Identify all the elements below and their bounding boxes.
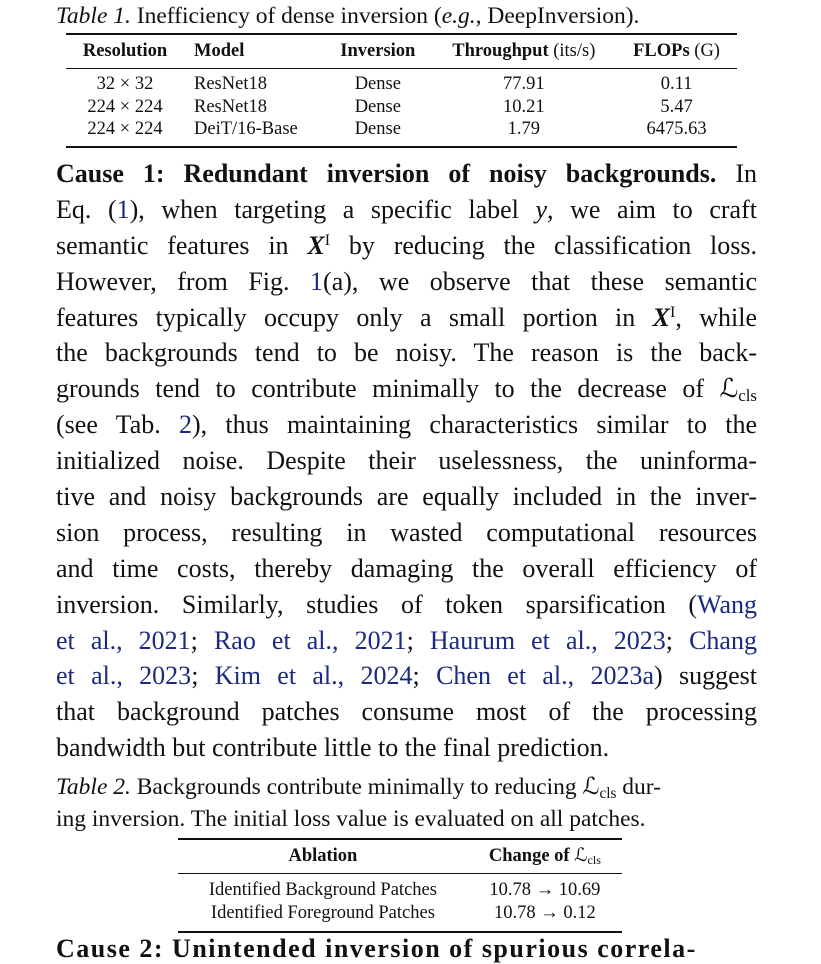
table-cell: 6475.63	[646, 119, 707, 139]
table2	[178, 838, 622, 933]
paragraph-heading: Cause 1: Redundant inversion of noisy backgrounds.	[56, 159, 717, 188]
math-matrix: X	[307, 230, 325, 260]
text-run: semantic features in	[56, 230, 308, 260]
caption-text: Inefficiency of dense inversion (	[130, 3, 442, 29]
text-line	[56, 587, 757, 623]
text-run: ;	[406, 625, 430, 655]
citation-link[interactable]: et al., 2021	[56, 625, 191, 655]
text-run: ), when targeting a specific label	[129, 194, 536, 224]
text-run: sion process, resulting in wasted computational resources	[56, 517, 757, 547]
table-row	[66, 118, 737, 147]
citation-link[interactable]: Haurum et al., 2023	[429, 625, 666, 655]
table-cell: Identified Foreground Patches	[210, 902, 435, 923]
text-run: (a), we observe that these semantic	[323, 266, 757, 296]
text-run: features typically occupy only a small portion in	[56, 302, 653, 332]
table-cell: 224 × 224	[87, 96, 163, 117]
table-header-row	[66, 34, 737, 69]
text-line	[56, 515, 757, 551]
col-ablation: Ablation	[288, 846, 358, 867]
math-superscript: I	[324, 231, 331, 249]
citation-link[interactable]: Wang	[697, 589, 757, 619]
text-run: ;	[191, 661, 215, 691]
text-line	[56, 156, 757, 192]
citation-link[interactable]: Chen et al., 2023a	[436, 661, 654, 691]
table2-caption-line2: ing inversion. The initial loss value is evaluated on all patches.	[56, 806, 646, 832]
text-run: and time costs, thereby damaging the overall efficiency of	[56, 553, 757, 583]
table-cell: Dense	[354, 96, 401, 117]
table-row	[66, 69, 737, 96]
text-line	[56, 479, 757, 515]
citation-link[interactable]: 1	[310, 266, 324, 296]
text-line	[56, 730, 757, 766]
loss-symbol: ℒ	[582, 774, 600, 800]
text-run: However, from Fig.	[56, 266, 311, 296]
loss-subscript: cls	[587, 853, 601, 868]
header-unit: (G)	[694, 41, 720, 62]
math-variable: y	[535, 194, 547, 224]
col-change	[468, 839, 622, 874]
cause2-heading: Cause 2: Unintended inversion of spurious correla-	[56, 934, 697, 963]
table-cell: DeiT/16-Base	[194, 119, 298, 139]
col-throughput	[432, 34, 617, 69]
citation-link[interactable]: 2	[178, 410, 192, 440]
header-text: Change of	[488, 846, 575, 867]
text-line	[56, 551, 757, 587]
table-row	[66, 96, 737, 119]
table-cell: 1.79	[507, 119, 541, 139]
header-unit: (its/s)	[553, 41, 596, 62]
header-text: Throughput	[452, 41, 549, 62]
caption-text: Backgrounds contribute minimally to reducing	[130, 774, 583, 800]
text-line	[56, 443, 757, 479]
caption-text: dur-	[616, 774, 661, 800]
col-flops	[616, 34, 737, 69]
table1	[66, 33, 737, 148]
text-run: that background patches consume most of the processing	[56, 697, 757, 727]
text-run: In	[716, 159, 757, 188]
table-cell: ResNet18	[194, 74, 267, 94]
citation-link[interactable]: Kim et al., 2024	[214, 661, 413, 691]
table-cell: 5.47	[660, 96, 693, 117]
table-cell: 10.78 → 0.12	[494, 902, 596, 923]
text-line	[56, 192, 757, 228]
text-line	[56, 264, 757, 300]
text-line	[56, 228, 757, 264]
text-run: ;	[665, 625, 690, 655]
text-line	[56, 371, 757, 407]
text-run: bandwidth but contribute little to the final prediction.	[56, 733, 610, 763]
table-cell: 224 × 224	[87, 119, 163, 139]
text-run: ;	[190, 625, 214, 655]
loss-subscript: cls	[599, 784, 617, 802]
math-superscript: I	[670, 303, 676, 321]
table-row	[178, 874, 622, 902]
table-header-row	[178, 839, 622, 874]
table-row	[178, 902, 622, 933]
citation-link[interactable]: et al., 2023	[56, 661, 192, 691]
col-resolution: Resolution	[82, 41, 168, 62]
table2-caption	[56, 771, 761, 803]
table-cell: 32 × 32	[96, 74, 154, 94]
text-run: (see Tab.	[56, 410, 179, 440]
text-run: ℒ	[719, 374, 739, 404]
header-text: FLOPs	[633, 41, 690, 62]
cause1-paragraph	[56, 156, 757, 766]
text-run: ) suggest	[654, 661, 757, 691]
citation-link[interactable]: Chang	[689, 625, 757, 655]
math-subscript: cls	[738, 386, 757, 406]
citation-link[interactable]: Rao et al., 2021	[213, 625, 407, 655]
caption-label: Table 2.	[56, 774, 131, 800]
text-run: Eq. (	[56, 194, 117, 224]
col-model: Model	[194, 41, 245, 62]
text-line	[56, 335, 757, 371]
text-line	[56, 407, 757, 443]
table-cell: 0.11	[660, 74, 693, 94]
caption-text: , DeepInversion).	[475, 3, 640, 29]
text-run: ;	[412, 661, 437, 691]
caption-label: Table 1.	[56, 3, 131, 29]
table-cell: Dense	[354, 119, 401, 139]
text-run: , we aim to craft	[547, 194, 757, 224]
table-cell: 77.91	[503, 74, 545, 94]
caption-text: e.g.	[441, 3, 476, 29]
col-inversion: Inversion	[340, 41, 416, 62]
text-run: grounds tend to contribute minimally to the decrease of	[56, 374, 720, 404]
loss-symbol: ℒ	[574, 846, 588, 867]
table-cell: 10.21	[503, 96, 545, 117]
table-cell: 10.78 → 10.69	[489, 880, 601, 900]
table-cell: ResNet18	[194, 96, 267, 117]
text-line	[56, 658, 757, 694]
table-cell: Dense	[354, 74, 401, 94]
text-run: tive and noisy backgrounds are equally included in the inver-	[56, 482, 757, 512]
text-run: inversion. Similarly, studies of token sparsification (	[56, 589, 697, 619]
table1-caption	[56, 0, 761, 32]
table-cell: Identified Background Patches	[208, 880, 437, 900]
text-run: ), thus maintaining characteristics similar to the	[191, 410, 757, 440]
text-run: initialized noise. Despite their uselessness, the uninforma-	[56, 446, 757, 476]
text-run: the backgrounds tend to be noisy. The reason is the back-	[56, 338, 757, 368]
text-run: by reducing the classification loss.	[330, 230, 757, 260]
math-matrix: X	[652, 302, 670, 332]
text-line	[56, 623, 757, 659]
text-run: , while	[675, 302, 757, 332]
text-line	[56, 694, 757, 730]
text-line	[56, 300, 757, 336]
citation-link[interactable]: 1	[116, 194, 130, 224]
